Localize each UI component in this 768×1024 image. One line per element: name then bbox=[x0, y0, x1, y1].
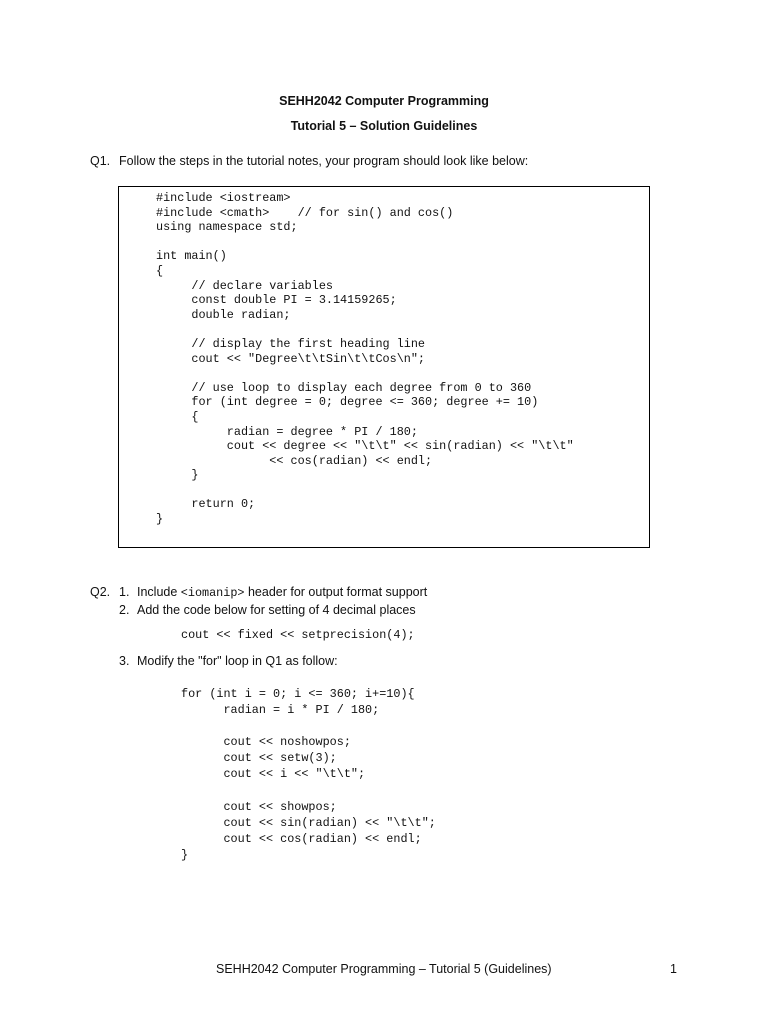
q1-code-line: const double PI = 3.14159265; bbox=[156, 293, 397, 308]
q1-code-line bbox=[156, 366, 574, 381]
document-subtitle: Tutorial 5 – Solution Guidelines bbox=[290, 119, 478, 133]
q2-code-block bbox=[181, 686, 436, 863]
q2-step1 bbox=[137, 585, 427, 600]
q1-code-line: // display the first heading line bbox=[156, 336, 426, 351]
q1-code-line: cout << degree << "\t\t" << sin(radian) << "\t\t" bbox=[156, 439, 574, 454]
q2-code-line: cout << cos(radian) << endl; bbox=[181, 831, 422, 846]
q2-code-line: radian = i * PI / 180; bbox=[181, 703, 380, 718]
q2-step1-number: 1. bbox=[119, 585, 130, 599]
q2-code-line bbox=[181, 783, 436, 799]
q1-code-line bbox=[156, 483, 574, 498]
q1-code-line bbox=[156, 235, 574, 250]
q1-code-line: { bbox=[156, 263, 164, 278]
q2-code-line: cout << setw(3); bbox=[181, 751, 337, 766]
q1-code-line: double radian; bbox=[156, 307, 291, 322]
page-number: 1 bbox=[670, 962, 677, 976]
q1-code-line: using namespace std; bbox=[156, 220, 298, 235]
q1-code-line: } bbox=[156, 512, 164, 527]
q1-code-line: // use loop to display each degree from 0 to 360 bbox=[156, 380, 532, 395]
q2-code-line: cout << showpos; bbox=[181, 799, 337, 814]
footer-text: SEHH2042 Computer Programming – Tutorial 5 (Guidelines) bbox=[216, 962, 552, 976]
q1-code-line: { bbox=[156, 409, 199, 424]
q1-code-line bbox=[156, 322, 574, 337]
q1-code-block bbox=[156, 191, 574, 527]
q1-label: Q1. bbox=[90, 154, 111, 168]
q2-step1-code: <iomanip> bbox=[180, 586, 245, 600]
q2-code-line: } bbox=[181, 847, 189, 862]
q1-code-line: << cos(radian) << endl; bbox=[156, 453, 433, 468]
q2-label: Q2. bbox=[90, 585, 111, 599]
q2-step3-text: Modify the "for" loop in Q1 as follow: bbox=[137, 654, 338, 668]
q2-step1-text-post: header for output format support bbox=[244, 585, 428, 599]
q1-code-line: return 0; bbox=[156, 497, 256, 512]
q2-code-line: cout << i << "\t\t"; bbox=[181, 767, 366, 782]
q2-step1-text-pre: Include bbox=[137, 585, 181, 599]
q1-instruction: Follow the steps in the tutorial notes, your program should look like below: bbox=[119, 154, 529, 168]
q2-code-line: cout << sin(radian) << "\t\t"; bbox=[181, 815, 436, 830]
q2-code-line: cout << noshowpos; bbox=[181, 735, 351, 750]
q1-code-line: #include <cmath> // for sin() and cos() bbox=[156, 205, 454, 220]
q1-code-line: } bbox=[156, 468, 199, 483]
q1-code-box bbox=[118, 186, 650, 548]
q1-code-line: cout << "Degree\t\tSin\t\tCos\n"; bbox=[156, 351, 426, 366]
q2-code-line bbox=[181, 718, 436, 734]
q1-code-line: // declare variables bbox=[156, 278, 333, 293]
q1-code-line: int main() bbox=[156, 249, 227, 264]
q2-step3-number: 3. bbox=[119, 654, 130, 668]
q2-code-line: for (int i = 0; i <= 360; i+=10){ bbox=[181, 687, 415, 701]
document-title: SEHH2042 Computer Programming bbox=[279, 94, 489, 108]
q1-code-line: radian = degree * PI / 180; bbox=[156, 424, 418, 439]
q2-step2-number: 2. bbox=[119, 603, 130, 617]
q2-step2-text: Add the code below for setting of 4 decimal places bbox=[137, 603, 416, 617]
q2-step2-code: cout << fixed << setprecision(4); bbox=[181, 628, 415, 642]
q1-code-line: #include <iostream> bbox=[156, 191, 291, 205]
q1-code-line: for (int degree = 0; degree <= 360; degree += 10) bbox=[156, 395, 539, 410]
